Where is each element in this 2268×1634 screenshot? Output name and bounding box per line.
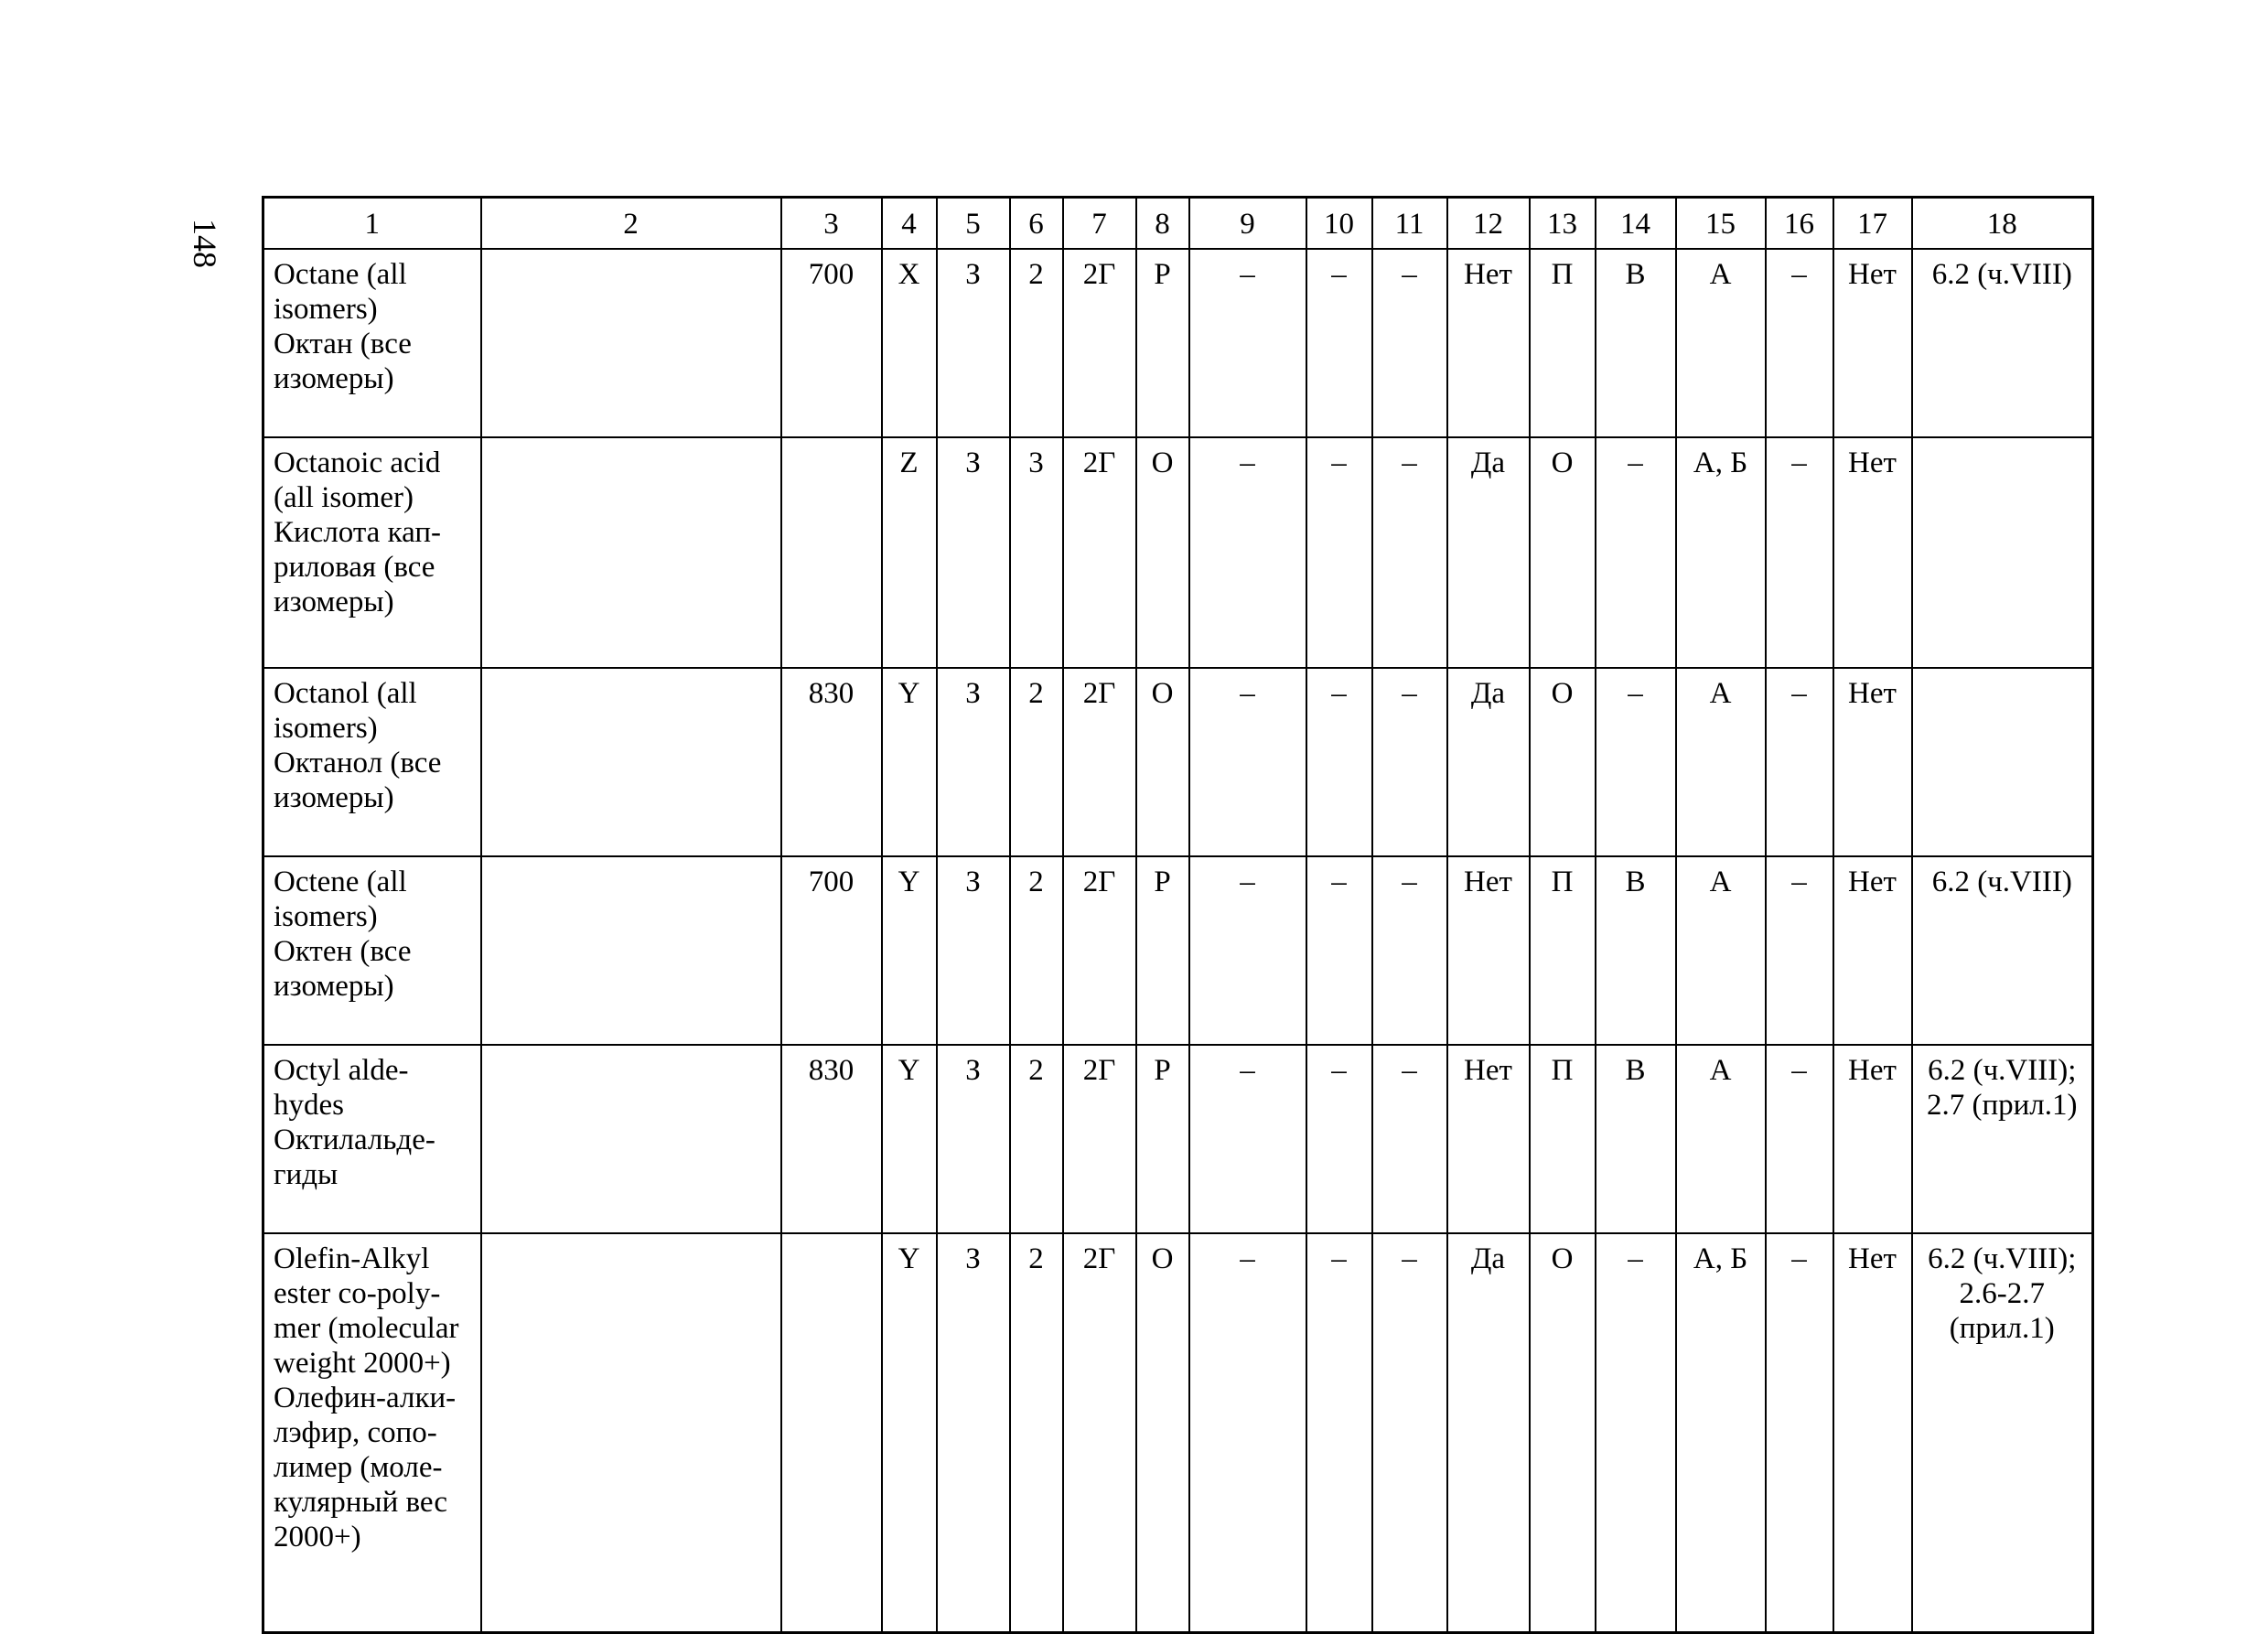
cell-col-9: –	[1189, 1233, 1306, 1632]
cell-col-5: З	[937, 1045, 1010, 1233]
cell-col-8: Р	[1136, 1045, 1189, 1233]
cell-col-4: Y	[882, 1045, 937, 1233]
cell-col-4: Y	[882, 668, 937, 856]
cell-col-8: Р	[1136, 249, 1189, 437]
cell-col-7: 2Г	[1063, 668, 1136, 856]
substance-name-line: Olefin-Alkyl	[274, 1242, 430, 1275]
reference-cell	[1912, 1233, 2093, 1632]
cell-col-3: 700	[781, 856, 882, 1045]
table-row	[263, 1045, 2093, 1233]
cell-col-4: X	[882, 249, 937, 437]
column-header-13: 13	[1530, 198, 1596, 250]
cell-col-13: П	[1530, 1045, 1596, 1233]
column-header-6: 6	[1010, 198, 1063, 250]
cell-col-6: 2	[1010, 856, 1063, 1045]
cell-col-9: –	[1189, 249, 1306, 437]
column-header-14: 14	[1596, 198, 1676, 250]
cell-col-7: 2Г	[1063, 437, 1136, 668]
cell-col-3	[781, 1233, 882, 1632]
substance-name-line: кулярный вес	[274, 1486, 448, 1519]
cell-col-13: О	[1530, 437, 1596, 668]
cell-col-17: Нет	[1833, 1233, 1912, 1632]
cell-col-12: Нет	[1447, 1045, 1530, 1233]
cell-col-3: 700	[781, 249, 882, 437]
cell-col-6: 2	[1010, 668, 1063, 856]
substance-name-line: Octene (all	[274, 865, 407, 898]
cell-col-10: –	[1306, 856, 1372, 1045]
cell-col-10: –	[1306, 1233, 1372, 1632]
cell-col-16: –	[1766, 856, 1833, 1045]
column-header-17: 17	[1833, 198, 1912, 250]
cell-col-6: 2	[1010, 1233, 1063, 1632]
substance-name-line: Octanoic acid	[274, 446, 441, 479]
cell-col-12: Да	[1447, 668, 1530, 856]
substance-name-line: изомеры)	[274, 970, 394, 1003]
header-row	[263, 198, 2093, 250]
cell-col-16: –	[1766, 668, 1833, 856]
column-header-15: 15	[1676, 198, 1766, 250]
cell-col-11: –	[1372, 856, 1447, 1045]
substance-name-line: Octyl alde-	[274, 1054, 409, 1087]
substance-name-line: (all isomer)	[274, 481, 414, 514]
substance-name-line: Кислота кап-	[274, 516, 441, 549]
cell-col-11: –	[1372, 668, 1447, 856]
cell-col-11: –	[1372, 249, 1447, 437]
cell-col-16: –	[1766, 1233, 1833, 1632]
substance-name-line: Октен (все	[274, 935, 412, 968]
cell-col-9: –	[1189, 668, 1306, 856]
cell-col-5: З	[937, 249, 1010, 437]
cell-col-8: О	[1136, 437, 1189, 668]
cell-col-8: О	[1136, 668, 1189, 856]
substance-name-cell	[263, 437, 481, 668]
cell-col-2	[481, 437, 781, 668]
column-header-1: 1	[263, 198, 481, 250]
substance-name-line: Октанол (все	[274, 747, 442, 779]
cell-col-2	[481, 668, 781, 856]
cell-col-16: –	[1766, 437, 1833, 668]
substance-name-cell	[263, 1045, 481, 1233]
cell-col-17: Нет	[1833, 437, 1912, 668]
column-header-10: 10	[1306, 198, 1372, 250]
column-header-12: 12	[1447, 198, 1530, 250]
cell-col-14: –	[1596, 668, 1676, 856]
cell-col-13: П	[1530, 249, 1596, 437]
reference-line: 6.2 (ч.VIII)	[1931, 865, 2072, 898]
cell-col-17: Нет	[1833, 668, 1912, 856]
cell-col-7: 2Г	[1063, 1233, 1136, 1632]
reference-cell	[1912, 437, 2093, 668]
cell-col-5: З	[937, 856, 1010, 1045]
cell-col-15: А	[1676, 1045, 1766, 1233]
table-row	[263, 437, 2093, 668]
cell-col-17: Нет	[1833, 249, 1912, 437]
page-number: 148	[187, 219, 223, 268]
reference-cell	[1912, 249, 2093, 437]
cell-col-9: –	[1189, 1045, 1306, 1233]
cell-col-11: –	[1372, 1233, 1447, 1632]
substance-name-line: Octanol (all	[274, 677, 417, 710]
table-row	[263, 1233, 2093, 1632]
table-row	[263, 668, 2093, 856]
cell-col-5: З	[937, 1233, 1010, 1632]
cell-col-14: В	[1596, 249, 1676, 437]
substance-name-line: Октан (все	[274, 328, 412, 360]
cell-col-6: 3	[1010, 437, 1063, 668]
cell-col-12: Да	[1447, 437, 1530, 668]
cell-col-12: Нет	[1447, 249, 1530, 437]
cell-col-14: В	[1596, 856, 1676, 1045]
substance-name-cell	[263, 668, 481, 856]
table-row	[263, 856, 2093, 1045]
substance-name-cell	[263, 856, 481, 1045]
cell-col-2	[481, 856, 781, 1045]
substance-name-line: изомеры)	[274, 362, 394, 395]
reference-line: 2.7 (прил.1)	[1926, 1089, 2078, 1122]
column-header-2: 2	[481, 198, 781, 250]
reference-cell	[1912, 1045, 2093, 1233]
cell-col-13: П	[1530, 856, 1596, 1045]
cell-col-5: З	[937, 668, 1010, 856]
column-header-3: 3	[781, 198, 882, 250]
substance-name-line: лимер (моле-	[274, 1451, 443, 1484]
cell-col-2	[481, 249, 781, 437]
column-header-8: 8	[1136, 198, 1189, 250]
table-row	[263, 249, 2093, 437]
substance-name-line: 2000+)	[274, 1521, 361, 1553]
cell-col-4: Y	[882, 1233, 937, 1632]
cell-col-11: –	[1372, 1045, 1447, 1233]
cell-col-9: –	[1189, 437, 1306, 668]
cell-col-2	[481, 1045, 781, 1233]
cell-col-10: –	[1306, 668, 1372, 856]
substance-name-line: Олефин-алки-	[274, 1381, 457, 1414]
cell-col-2	[481, 1233, 781, 1632]
substance-name-line: mer (molecular	[274, 1312, 459, 1345]
cell-col-14: –	[1596, 1233, 1676, 1632]
substance-name-line: Octane (all	[274, 258, 407, 291]
cell-col-7: 2Г	[1063, 1045, 1136, 1233]
reference-line: 6.2 (ч.VIII)	[1931, 258, 2072, 291]
cell-col-4: Y	[882, 856, 937, 1045]
cell-col-17: Нет	[1833, 1045, 1912, 1233]
cell-col-11: –	[1372, 437, 1447, 668]
cell-col-8: О	[1136, 1233, 1189, 1632]
reference-line: 2.6-2.7	[1959, 1277, 2045, 1310]
column-header-11: 11	[1372, 198, 1447, 250]
cell-col-16: –	[1766, 1045, 1833, 1233]
column-header-18: 18	[1912, 198, 2093, 250]
substance-name-cell	[263, 1233, 481, 1632]
substance-name-line: риловая (все	[274, 551, 435, 584]
reference-cell	[1912, 856, 2093, 1045]
substance-name-line: isomers)	[274, 293, 378, 326]
cell-col-9: –	[1189, 856, 1306, 1045]
cell-col-7: 2Г	[1063, 249, 1136, 437]
substance-name-line: weight 2000+)	[274, 1347, 451, 1380]
table-body	[263, 198, 2093, 1633]
cell-col-7: 2Г	[1063, 856, 1136, 1045]
cell-col-8: Р	[1136, 856, 1189, 1045]
cell-col-5: З	[937, 437, 1010, 668]
substance-name-line: ester co-poly-	[274, 1277, 441, 1310]
substance-name-line: изомеры)	[274, 586, 394, 618]
column-header-4: 4	[882, 198, 937, 250]
cell-col-12: Да	[1447, 1233, 1530, 1632]
cell-col-6: 2	[1010, 1045, 1063, 1233]
reference-line: 6.2 (ч.VIII);	[1928, 1242, 2077, 1275]
cell-col-14: –	[1596, 437, 1676, 668]
cell-col-15: А	[1676, 856, 1766, 1045]
column-header-9: 9	[1189, 198, 1306, 250]
substance-name-cell	[263, 249, 481, 437]
cell-col-14: В	[1596, 1045, 1676, 1233]
substances-table	[262, 196, 2094, 1634]
cell-col-13: О	[1530, 668, 1596, 856]
cell-col-10: –	[1306, 1045, 1372, 1233]
cell-col-3	[781, 437, 882, 668]
substance-name-line: лэфир, сопо-	[274, 1416, 437, 1449]
cell-col-15: А	[1676, 668, 1766, 856]
cell-col-15: А	[1676, 249, 1766, 437]
cell-col-13: О	[1530, 1233, 1596, 1632]
reference-cell	[1912, 668, 2093, 856]
cell-col-10: –	[1306, 249, 1372, 437]
substance-name-line: изомеры)	[274, 781, 394, 814]
cell-col-16: –	[1766, 249, 1833, 437]
cell-col-15: А, Б	[1676, 1233, 1766, 1632]
substance-name-line: hydes	[274, 1089, 344, 1122]
substance-name-line: Октилальде-	[274, 1123, 435, 1156]
cell-col-6: 2	[1010, 249, 1063, 437]
column-header-7: 7	[1063, 198, 1136, 250]
cell-col-3: 830	[781, 668, 882, 856]
cell-col-17: Нет	[1833, 856, 1912, 1045]
cell-col-10: –	[1306, 437, 1372, 668]
substance-name-line: гиды	[274, 1158, 339, 1191]
column-header-5: 5	[937, 198, 1010, 250]
substance-name-line: isomers)	[274, 900, 378, 933]
cell-col-3: 830	[781, 1045, 882, 1233]
cell-col-4: Z	[882, 437, 937, 668]
reference-line: 6.2 (ч.VIII);	[1928, 1054, 2077, 1087]
cell-col-12: Нет	[1447, 856, 1530, 1045]
cell-col-15: А, Б	[1676, 437, 1766, 668]
reference-line: (прил.1)	[1949, 1312, 2055, 1345]
substance-name-line: isomers)	[274, 712, 378, 745]
column-header-16: 16	[1766, 198, 1833, 250]
